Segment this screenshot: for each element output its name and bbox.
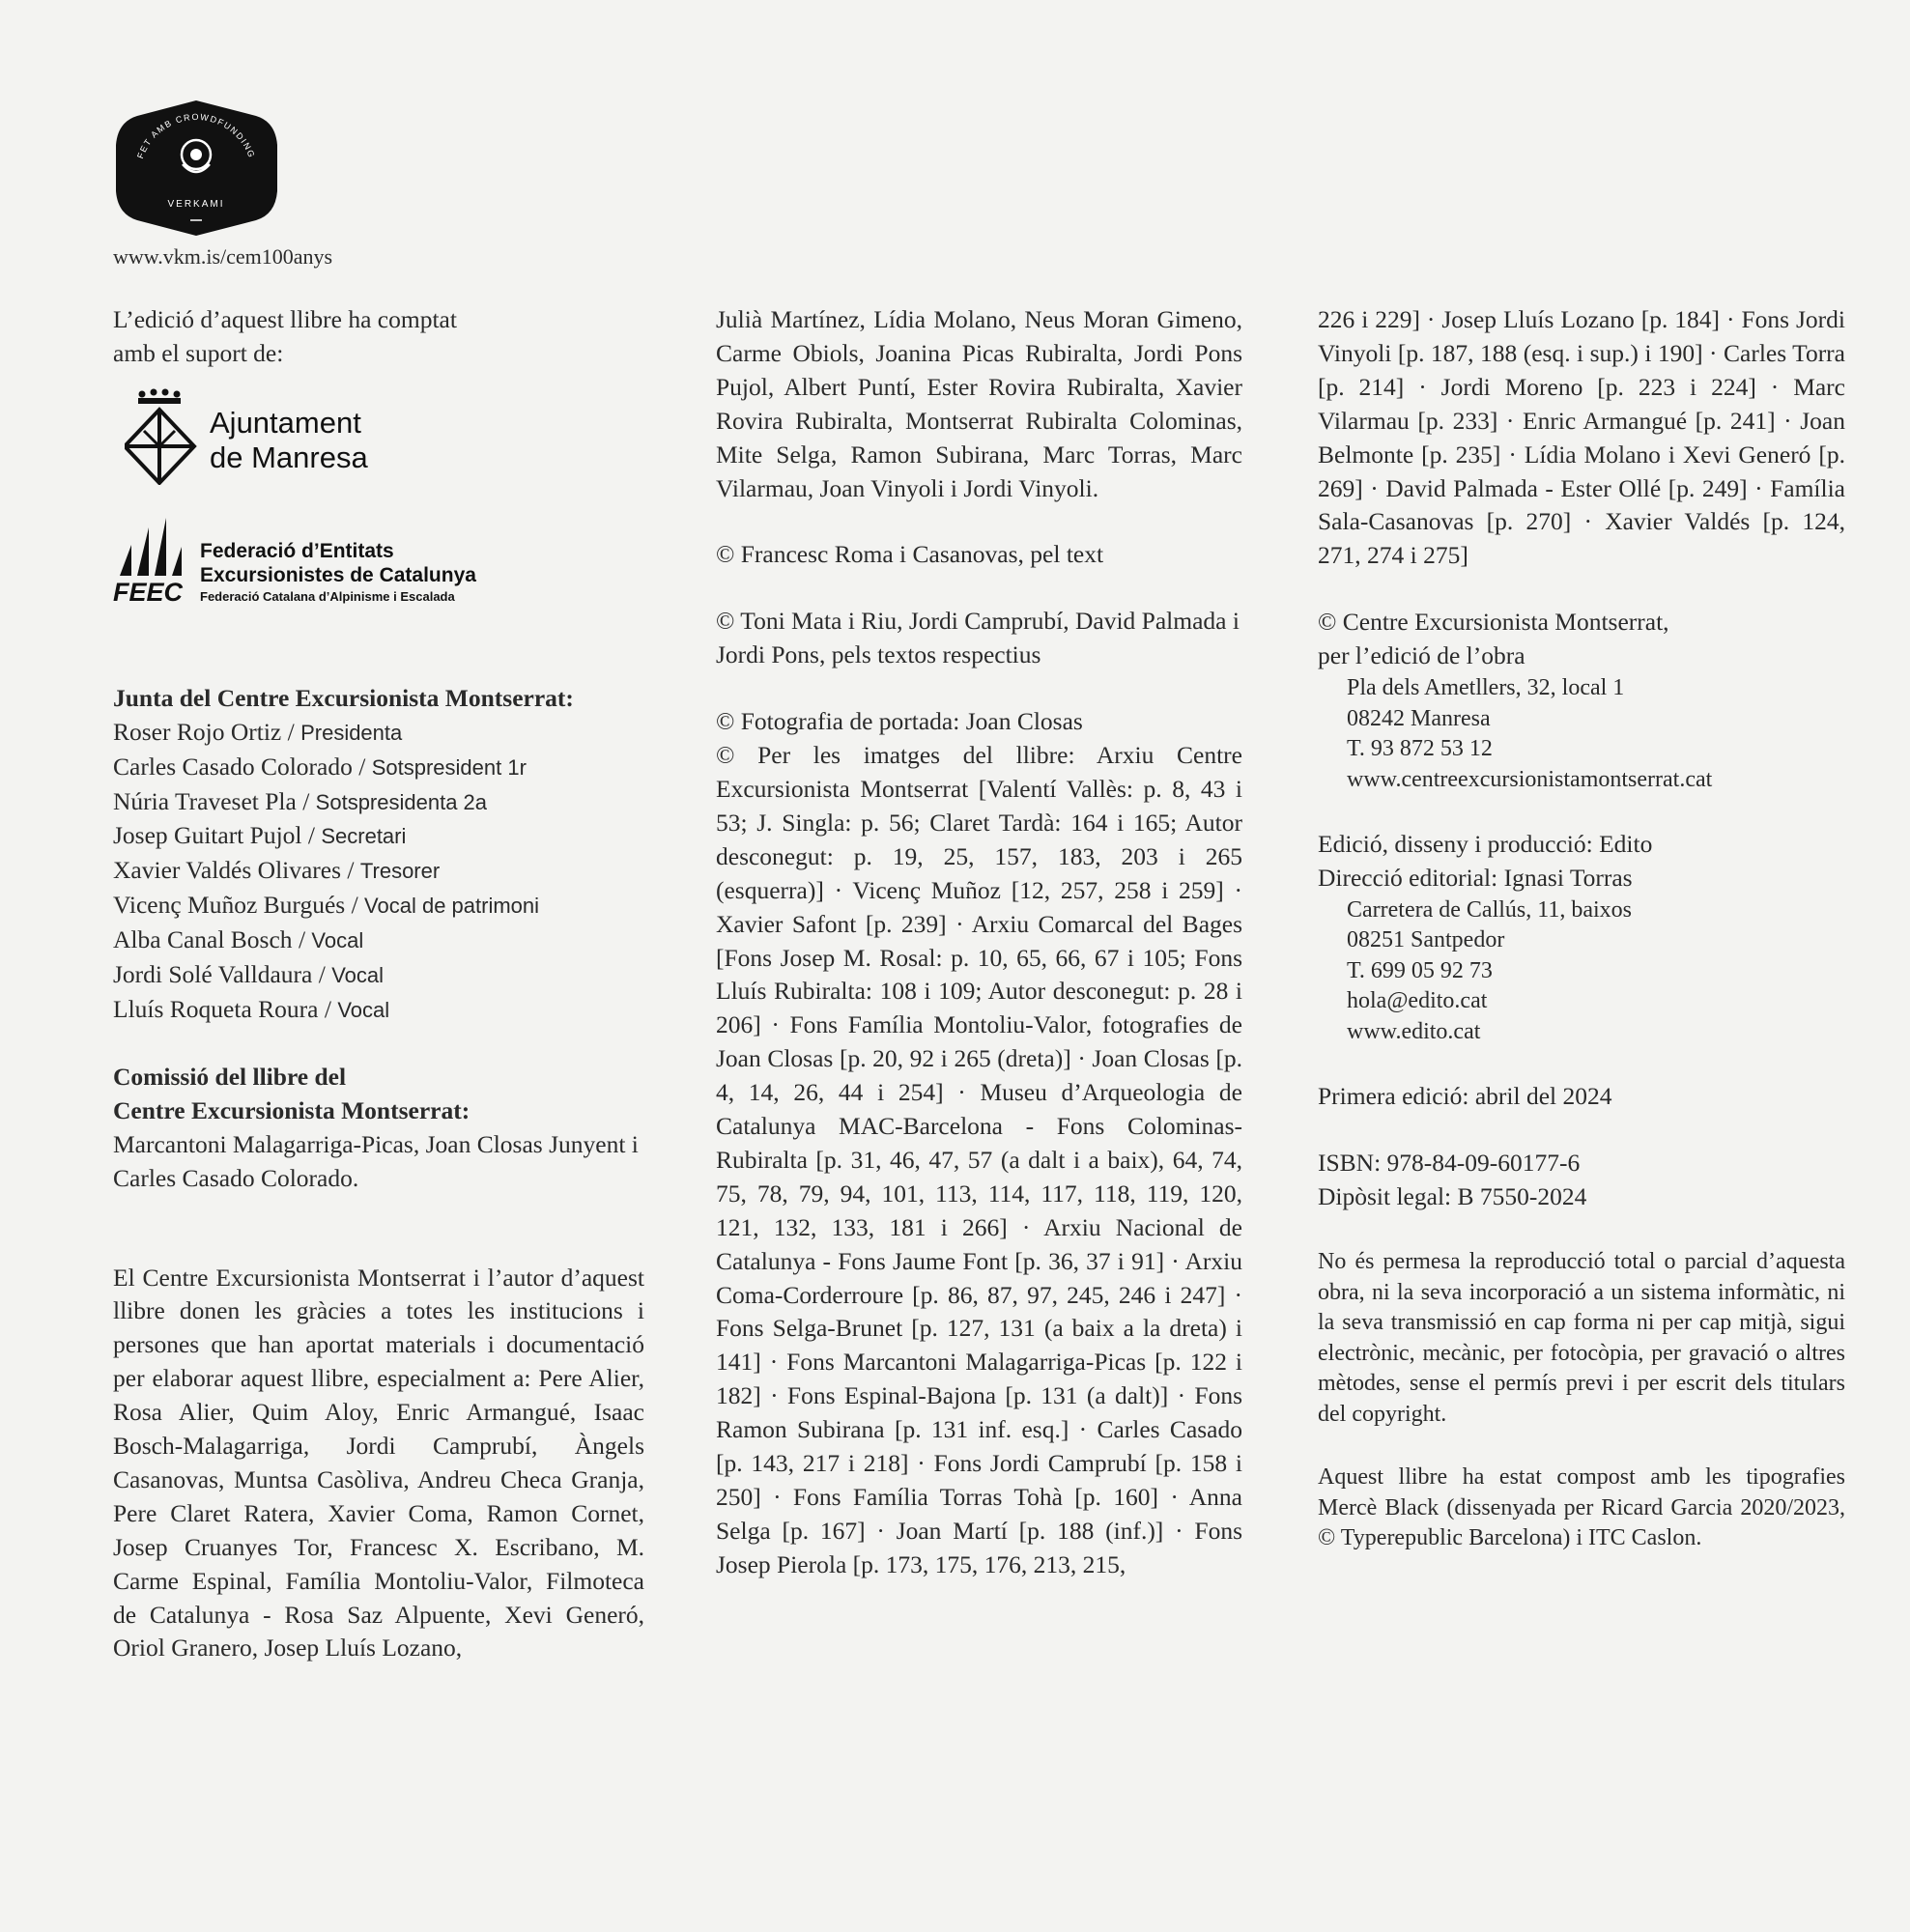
copyright-texts: © Toni Mata i Riu, Jordi Camprubí, David Palmada i Jordi Pons, pels textos respectius [716, 607, 1240, 669]
feec-mountain-icon [118, 518, 187, 578]
support-intro: L’edició d’aquest llibre ha comptat amb el suport de: [113, 305, 457, 367]
junta-heading: Junta del Centre Excursionista Montserrat: [113, 683, 574, 712]
rights-notice: No és permesa la reproducció total o parcial d’aquesta obra, ni la seva incorporació a un sistema informàtic, ni la seva transmissió en cap forma ni per cap mitjà, sigui electrònic, mecànic, per fotocòpia, per gravació o altres mètodes, sense el permís previ i per escrit dels titulars del copyright. [1318, 1249, 1845, 1427]
verkami-badge [111, 97, 282, 242]
ajuntament-line1: Ajuntament [210, 405, 361, 440]
edito-website-link[interactable]: www.edito.cat [1347, 1018, 1481, 1044]
column-3 [1318, 303, 1845, 1554]
junta-list [113, 716, 644, 1028]
legal-deposit: Dipòsit legal: B 7550-2024 [1318, 1182, 1587, 1211]
svg-text:FET AMB CROWDFUNDING: FET AMB CROWDFUNDING [135, 111, 257, 160]
manresa-crest-icon [125, 388, 202, 485]
copyright-text: © Francesc Roma i Casanovas, pel text [716, 540, 1104, 569]
acknowledgements-text: El Centre Excursionista Montserrat i l’autor d’aquest llibre donen les gràcies a totes les institucions i persones que han aportat materials i documentació per elaborar aquest llibre, especialment a: Pere Alier, Rosa Alier, Quim Aloy, Enric Armangué, Isaac Bosch-Malagarriga, Jordi Camprubí, Àngels Casanovas, Muntsa Casòliva, Andreu Checa Granja, Pere Claret Ratera, Xavier Coma, Ramon Cornet, Josep Cruanyes Tor, Francesc X. Escribano, M. Carme Espinal, Família Montoliu-Valor, Filmoteca de Catalunya - Rosa Saz Alpuente, Xevi Generó, Oriol Granero, Josep Lluís Lozano, [113, 1263, 644, 1662]
feec-logo [113, 518, 644, 614]
edito-address: Carretera de Callús, 11, baixos 08251 Santpedor T. 699 05 92 73 hola@edito.cat www.edito.cat [1318, 895, 1845, 1048]
junta-member: Xavier Valdés Olivares / Tresorer [113, 856, 441, 885]
acknowledgements-continued: Julià Martínez, Lídia Molano, Neus Moran Gimeno, Carme Obiols, Joanina Picas Rubiralta, Jordi Pons Pujol, Albert Puntí, Ester Rovira Rubiralta, Xavier Rovira Rubiralta, Montserrat Rubiralta Colominas, Mite Selga, Ramon Subirana, Marc Torras, Marc Vilarmau, Joan Vinyoli i Jordi Vinyoli. [716, 305, 1242, 502]
comissio-heading: Comissió del llibre del Centre Excursionista Montserrat: [113, 1062, 470, 1124]
verkami-badge-icon [111, 97, 282, 242]
svg-text:VERKAMI: VERKAMI [167, 199, 225, 210]
cem-copyright: © Centre Excursionista Montserrat, per l’edició de l’obra [1318, 608, 1669, 670]
junta-member: Alba Canal Bosch / Vocal [113, 925, 364, 954]
production-credit: Edició, disseny i producció: Edito [1318, 830, 1653, 859]
cem-website-link[interactable]: www.centreexcursionistamontserrat.cat [1347, 766, 1713, 792]
typography-note: Aquest llibre ha estat compost amb les tipografies Mercè Black (dissenyada per Ricard Garcia 2020/2023, © Typerepublic Barcelona) i ITC Caslon. [1318, 1464, 1845, 1551]
junta-member: Carles Casado Colorado / Sotspresident 1r [113, 752, 527, 781]
column-1 [113, 303, 644, 1665]
column-2 [716, 303, 1242, 1582]
crowdfunding-url[interactable]: www.vkm.is/cem100anys [113, 244, 333, 269]
ajuntament-logo [113, 388, 644, 495]
image-credits: © Per les imatges del llibre: Arxiu Centre Excursionista Montserrat [Valentí Vallès: p. 8, 43 i 53; J. Singla: p. 56; Claret Tardà: 164 i 165; Autor desconegut: p. 19, 25, 157, 183, 203 i 265 (esquerra)] · Vicenç Muñoz [12, 257, 258 i 259] · Xavier Safont [p. 239] · Arxiu Comarcal del Bages [Fons Josep M. Rosal: p. 10, 65, 66, 67 i 105; Fons Lluís Rubiralta: 108 i 109; Autor desconegut: p. 28 i 206] · Fons Família Montoliu-Valor, fotografies de Joan Closas [p. 20, 92 i 265 (dreta)] · Joan Closas [p. 4, 14, 26, 44 i 254] · Museu d’Arqueologia de Catalunya MAC-Barcelona - Fons Colominas-Rubiralta [p. 31, 46, 47, 57 (a dalt i a baix), 64, 74, 75, 78, 79, 94, 101, 113, 114, 117, 118, 119, 120, 121, 132, 133, 181 i 266] · Arxiu Nacional de Catalunya - Fons Jaume Font [p. 36, 37 i 91] · Arxiu Coma-Corderroure [p. 86, 87, 97, 245, 246 i 247] · Fons Selga-Brunet [p. 127, 131 (a baix a la dreta) i 141] · Fons Marcantoni Malagarriga-Picas [p. 122 i 182] · Fons Espinal-Bajona [p. 131 (a dalt)] · Fons Ramon Subirana [p. 131 inf. esq.] · Carles Casado [p. 143, 217 i 218] · Fons Jordi Camprubí [p. 158 i 250] · Fons Família Torras Tohà [p. 160] · Anna Selga [p. 167] · Joan Martí [p. 188 (inf.)] · Fons Josep Pierola [p. 173, 175, 176, 213, 215, [716, 741, 1242, 1578]
junta-member: Josep Guitart Pujol / Secretari [113, 821, 407, 850]
comissio-text: Marcantoni Malagarriga-Picas, Joan Closas Junyent i Carles Casado Colorado. [113, 1129, 639, 1192]
junta-member: Lluís Roqueta Roura / Vocal [113, 994, 390, 1023]
feec-line3: Federació Catalana d’Alpinisme i Escalada [200, 588, 455, 604]
ajuntament-line2: de Manresa [210, 440, 368, 474]
feec-line1: Federació d’Entitats [200, 539, 394, 562]
feec-line2: Excursionistes de Catalunya [200, 563, 476, 586]
junta-member: Jordi Solé Valldaura / Vocal [113, 960, 385, 989]
first-edition: Primera edició: abril del 2024 [1318, 1082, 1612, 1111]
edito-email-link[interactable]: hola@edito.cat [1347, 988, 1488, 1014]
image-credits-continued: 226 i 229] · Josep Lluís Lozano [p. 184] · Fons Jordi Vinyoli [p. 187, 188 (esq. i sup.) i 190] · Carles Torra [p. 214] · Jordi Moreno [p. 223 i 224] · Marc Vilarmau [p. 233] · Enric Armangué [p. 241] · Joan Belmonte [p. 235] · Lídia Molano i Xevi Generó [p. 269] · David Palmada - Ester Ollé [p. 249] · Família Sala-Casanovas [p. 270] · Xavier Valdés [p. 124, 271, 274 i 275] [1318, 305, 1845, 570]
cem-address: Pla dels Ametllers, 32, local 1 08242 Manresa T. 93 872 53 12 www.centreexcursionistamontserrat.cat [1318, 673, 1845, 795]
copyright-cover-photo: © Fotografia de portada: Joan Closas [716, 707, 1083, 736]
junta-member: Núria Traveset Pla / Sotspresidenta 2a [113, 786, 488, 815]
isbn: ISBN: 978-84-09-60177-6 [1318, 1149, 1581, 1178]
feec-acronym: FEEC [113, 577, 184, 607]
junta-member: Roser Rojo Ortiz / Presidenta [113, 717, 403, 746]
editorial-direction: Direcció editorial: Ignasi Torras [1318, 863, 1633, 892]
junta-member: Vicenç Muñoz Burgués / Vocal de patrimoni [113, 891, 540, 920]
